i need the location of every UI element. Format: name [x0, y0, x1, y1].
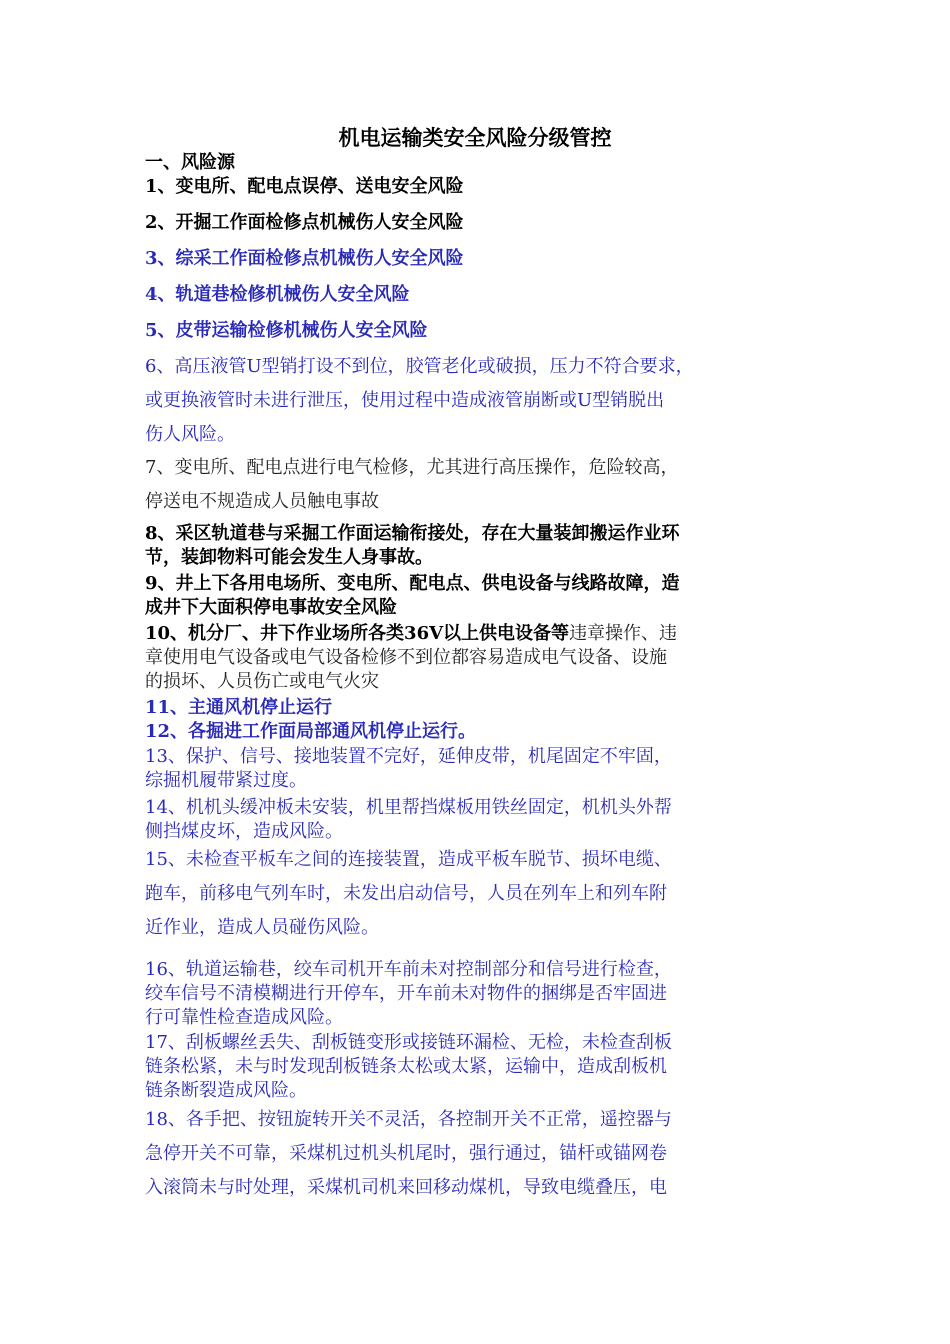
line: 绞车信号不清模糊进行开停车，开车前未对物件的捆绑是否牢固进 — [145, 983, 667, 1004]
risk-item-7 — [145, 451, 815, 519]
line: 8、采区轨道巷与采掘工作面运输衔接处，存在大量装卸搬运作业环 — [145, 523, 680, 544]
line: 16、轨道运输巷，绞车司机开车前未对控制部分和信号进行检查， — [145, 959, 672, 980]
risk-item-14 — [145, 796, 815, 844]
risk-item-11: 11、主通风机停止运行 — [145, 697, 333, 718]
line: 跑车，前移电气列车时，未发出启动信号，人员在列车上和列车附 — [145, 883, 667, 904]
risk-item-10-bold: 10、机分厂、井下作业场所各类36V以上供电设备等 — [145, 623, 570, 644]
line: 13、保护、信号、接地装置不完好，延伸皮带，机尾固定不牢固， — [145, 746, 672, 767]
line: 伤人风险。 — [145, 424, 235, 445]
risk-item-6 — [145, 350, 815, 452]
risk-item-13 — [145, 745, 815, 793]
line: 行可靠性检查造成风险。 — [145, 1007, 343, 1028]
line — [145, 622, 815, 646]
line: 成井下大面积停电事故安全风险 — [145, 597, 397, 618]
risk-item-8 — [145, 522, 815, 570]
risk-item-12: 12、各掘进工作面局部通风机停止运行。 — [145, 721, 477, 742]
line: 链条断裂造成风险。 — [145, 1080, 307, 1101]
line: 链条松紧，未与时发现刮板链条太松或太紧，运输中，造成刮板机 — [145, 1056, 667, 1077]
line: 停送电不规造成人员触电事故 — [145, 491, 379, 512]
line: 7、变电所、配电点进行电气检修，尤其进行高压操作，危险较高， — [145, 457, 679, 478]
line: 近作业，造成人员碰伤风险。 — [145, 917, 379, 938]
page-title: 机电运输类安全风险分级管控 — [338, 125, 612, 150]
risk-item-5: 5、皮带运输检修机械伤人安全风险 — [145, 320, 428, 341]
risk-item-2: 2、开掘工作面检修点机械伤人安全风险 — [145, 212, 464, 233]
line: 或更换液管时未进行泄压，使用过程中造成液管崩断或U型销脱出 — [145, 390, 665, 411]
risk-item-16 — [145, 958, 815, 1030]
line: 侧挡煤皮坏，造成风险。 — [145, 821, 343, 842]
line: 节，装卸物料可能会发生人身事故。 — [145, 547, 433, 568]
line: 9、井上下各用电场所、变电所、配电点、供电设备与线路故障，造 — [145, 573, 680, 594]
risk-item-4: 4、轨道巷检修机械伤人安全风险 — [145, 284, 410, 305]
risk-item-18 — [145, 1103, 815, 1205]
line: 14、机机头缓冲板未安装，机里帮挡煤板用铁丝固定，机机头外帮 — [145, 797, 672, 818]
line: 的损坏、人员伤亡或电气火灾 — [145, 671, 379, 692]
risk-item-3: 3、综采工作面检修点机械伤人安全风险 — [145, 248, 464, 269]
risk-item-1: 1、变电所、配电点误停、送电安全风险 — [145, 176, 464, 197]
line: 综掘机履带紧过度。 — [145, 770, 307, 791]
risk-item-10 — [145, 622, 815, 694]
line: 章使用电气设备或电气设备检修不到位都容易造成电气设备、设施 — [145, 647, 667, 668]
risk-item-15 — [145, 843, 815, 945]
line: 6、高压液管U型销打设不到位，胶管老化或破损，压力不符合要求， — [145, 356, 694, 377]
risk-item-10-rest: 违章操作、违 — [569, 623, 678, 644]
risk-item-9 — [145, 572, 815, 620]
line: 急停开关不可靠，采煤机过机头机尾时，强行通过，锚杆或锚网卷 — [145, 1143, 667, 1164]
line: 15、未检查平板车之间的连接装置，造成平板车脱节、损坏电缆、 — [145, 849, 672, 870]
line: 入滚筒未与时处理，采煤机司机来回移动煤机，导致电缆叠压，电 — [145, 1177, 667, 1198]
section-heading: 一、风险源 — [145, 152, 235, 173]
line: 17、刮板螺丝丢失、刮板链变形或接链环漏检、无检，未检查刮板 — [145, 1032, 672, 1053]
line: 18、各手把、按钮旋转开关不灵活，各控制开关不正常，遥控器与 — [145, 1109, 672, 1130]
risk-item-17 — [145, 1031, 815, 1103]
